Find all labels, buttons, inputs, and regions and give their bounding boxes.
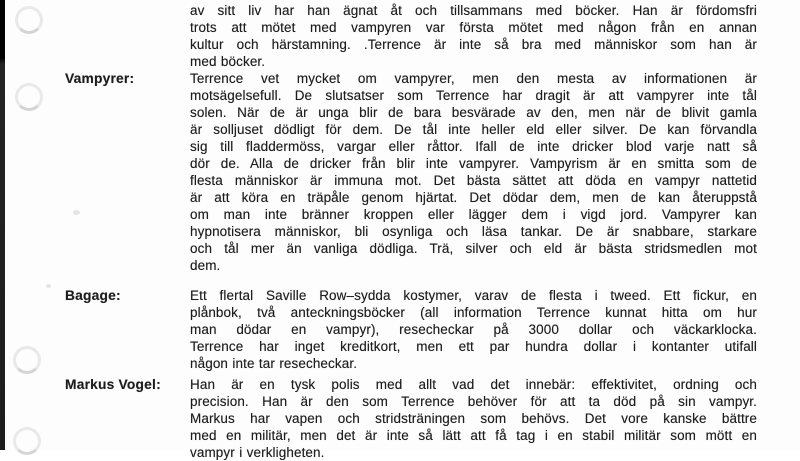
document-line: man dödar en vampyr), resecheckar på 3000 dollar och väckarklocka. [190, 322, 757, 337]
document-line: Terrence vet mycket om vampyrer, men den mesta av informationen är [190, 71, 757, 86]
document-line: är att köra en träpåle genom hjärtat. Det dödar dem, men de kan återuppstå [190, 190, 757, 205]
section-label: Bagage: [65, 288, 121, 303]
section-lines [190, 287, 757, 372]
document-line: är solljuset dödligt för dem. De tål inte heller eld eller silver. De kan förvandla [190, 122, 757, 137]
document-line: vampyr i verkligheten. [190, 445, 325, 460]
section-lines [190, 2, 757, 70]
document-line: kultur och härstamning. .Terrence är inte så bra med människor som han är [190, 37, 757, 52]
document-line: flesta människor är immuna mot. Det bästa sättet att döda en vampyr nattetid [190, 173, 757, 188]
document-line: Markus har vapen och stridsträningen som behövs. Det vore kanske bättre [190, 411, 757, 426]
document-line: Terrence har inget kreditkort, men ett par hundra dollar i kontanter utifall [190, 339, 757, 354]
document-line: Han är en tysk polis med allt vad det innebär: effektivitet, ordning och [190, 377, 757, 392]
document-line: sig till fladdermöss, vargar eller råttor. Ifall de inte dricker blod varje natt så [190, 139, 757, 154]
document-section [0, 376, 800, 461]
document-line: dör de. Alla de dricker från blir inte vampyrer. Vampyrism är en smitta som de [190, 156, 757, 171]
document-line: med en militär, men det är inte så lätt att få tag i en stabil militär som mött en [190, 428, 757, 443]
document-line: motsägelsefull. De slutsatser som Terrence har dragit är att vampyrer inte tål [190, 88, 757, 103]
document-section [0, 287, 800, 372]
document-text [0, 2, 800, 461]
document-line: dem. [190, 258, 221, 273]
document-line: precision. Han är den som Terrence behöver för att ta död på sin vampyr. [190, 394, 757, 409]
document-line: och tål mer än vanliga dödliga. Trä, silver och eld är bästa stridsmedlen mot [190, 241, 757, 256]
document-section [0, 70, 800, 274]
document-line: solen. När de är unga blir de bara besvärade av den, men när de blivit gamla [190, 105, 757, 120]
document-line: av sitt liv har han ägnat åt och tillsammans med böcker. Han är fördomsfri [190, 3, 757, 18]
document-line: plånbok, två anteckningsböcker (all information Terrence kunnat hitta om hur [190, 305, 757, 320]
document-sections [0, 2, 800, 461]
section-lines [190, 70, 757, 274]
document-line: om man inte bränner kroppen eller lägger dem i vigd jord. Vampyrer kan [190, 207, 757, 222]
section-lines [190, 376, 757, 461]
document-section [0, 2, 800, 70]
document-line: med böcker. [190, 54, 266, 69]
document-line: Ett flertal Saville Row–sydda kostymer, varav de flesta i tweed. Ett fickur, en [190, 288, 757, 303]
section-label: Markus Vogel: [65, 377, 161, 392]
document-line: någon inte tar resecheckar. [190, 356, 358, 371]
section-label: Vampyrer: [65, 71, 135, 86]
document-line: trots att mötet med vampyren var första mötet med någon från en annan [190, 20, 757, 35]
document-line: hypnotisera människor, bli osynliga och läsa tankar. De är snabbare, starkare [190, 224, 757, 239]
